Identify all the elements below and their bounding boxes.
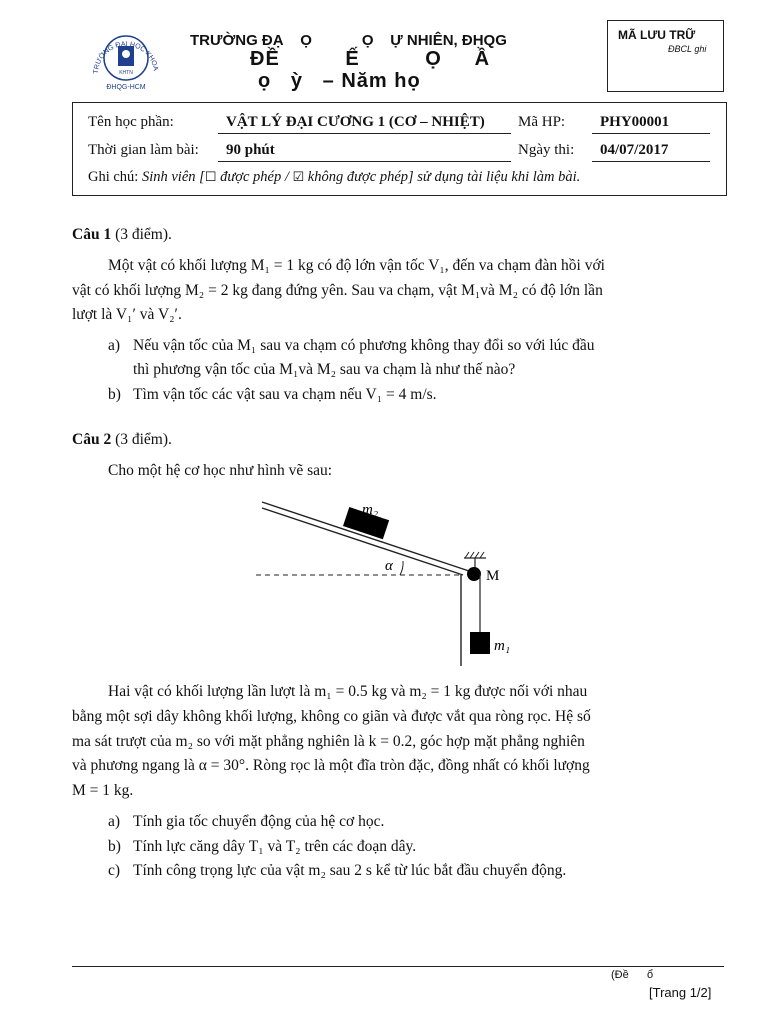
footer-divider — [72, 966, 724, 967]
course-code-value: PHY00001 — [600, 114, 670, 130]
archive-code-title: MÃ LƯU TRỮ — [618, 28, 696, 42]
q1-text-line2: vật có khối lượng M₂ = 2 kg đang đứng yên. Sau va chạm, vật M₁và M₂ có độ lớn lần — [72, 282, 603, 299]
pulley-M — [467, 567, 481, 581]
q2-c-text: Tính công trọng lực của vật m₂ sau 2 s kể từ lúc bắt đầu chuyển động. — [133, 862, 567, 879]
mechanics-figure — [250, 490, 530, 670]
q1-b-line1: Tìm vận tốc các vật sau va chạm nếu V₁ = 4 m/s. — [133, 386, 437, 403]
time-value: 90 phút — [226, 142, 275, 158]
note-label: Ghi chú: — [88, 169, 139, 185]
time-label: Thời gian làm bài: — [88, 142, 199, 158]
logo-center-text: KHTN — [119, 70, 133, 76]
q2-text-line3: ma sát trượt của m₂ so với mặt phẳng nghiên là k = 0.2, góc hợp mặt phẳng nghiên — [72, 733, 585, 750]
course-value: VẬT LÝ ĐẠI CƯƠNG 1 (CƠ – NHIỆT) — [226, 114, 485, 130]
logo-ring-text: TRƯỜNG ĐẠI HỌC KHOA — [92, 40, 159, 75]
q2-a-marker: a) — [108, 813, 121, 830]
alpha-angle-arc — [400, 561, 403, 575]
q1-a-line1: Nếu vận tốc của M₁ sau va chạm có phương không thay đổi so với lúc đầu — [133, 337, 595, 354]
checkbox-checked-icon: ☑ — [292, 170, 305, 185]
q2-text-line2: bằng một sợi dây không khối lượng, không co giãn và được vắt qua ròng rọc. Hệ số — [72, 708, 591, 725]
course-code-label: Mã HP: — [518, 114, 566, 130]
note-text-prefix: Sinh viên [ — [141, 169, 205, 185]
semester-year-line: ọ ỳ – Năm họ — [258, 70, 421, 92]
course-label: Tên học phần: — [88, 114, 174, 130]
time-underline — [218, 161, 511, 162]
exam-date-value: 04/07/2017 — [600, 142, 669, 158]
q1-a-line2: thì phương vận tốc của M₁và M₂ sau va chạm là như thế nào? — [133, 361, 516, 378]
note-text-suffix: ] sử dụng tài liệu khi làm bài. — [408, 169, 581, 185]
q1-heading: Câu 1 — [72, 226, 112, 243]
q1-heading-line — [72, 226, 172, 244]
archive-code-note: ĐBCL ghi — [668, 44, 707, 54]
university-logo — [78, 22, 174, 92]
block-m1 — [470, 632, 490, 654]
page-number: [Trang 1/2] — [649, 985, 712, 1000]
q1-a-marker: a) — [108, 337, 121, 354]
q1-text-line3: lượt là V₁′ và V₂′. — [72, 306, 182, 323]
q2-b-text: Tính lực căng dây T₁ và T₂ trên các đoạn dây. — [133, 838, 417, 855]
exam-title: ĐỀ Ế Ọ Ầ — [250, 48, 491, 70]
q1-text-line1: Một vật có khối lượng M₁ = 1 kg có độ lớn vận tốc V₁, đến va chạm đàn hồi với — [108, 257, 605, 274]
q2-text-line4: và phương ngang là α = 30°. Ròng rọc là một đĩa tròn đặc, đồng nhất có khối lượng — [72, 757, 590, 774]
pulley-support-hatch — [465, 552, 484, 558]
q2-intro: Cho một hệ cơ học như hình vẽ sau: — [108, 462, 333, 479]
label-M: M — [486, 568, 500, 584]
label-m1: m₁ — [494, 638, 511, 654]
school-name: TRƯỜNG ĐẠ Ọ Ọ Ự NHIÊN, ĐHQG — [190, 32, 507, 49]
course-underline — [218, 133, 511, 134]
q1-points: (3 điểm). — [115, 226, 172, 243]
checkbox-empty-icon: ☐ — [204, 170, 217, 185]
logo-bottom-text: ĐHQG-HCM — [106, 84, 146, 91]
q1-b-marker: b) — [108, 386, 121, 403]
materials-note — [88, 169, 580, 186]
note-not-allowed-text: không được phép — [304, 169, 409, 185]
exam-date-label: Ngày thi: — [518, 142, 575, 158]
exam-date-underline — [592, 161, 710, 162]
label-m2: m₂ — [362, 502, 379, 518]
q2-a-text: Tính gia tốc chuyển động của hệ cơ học. — [133, 813, 385, 830]
note-allowed-text: được phép / — [216, 169, 293, 185]
course-code-underline — [592, 133, 710, 134]
q2-c-marker: c) — [108, 862, 121, 879]
q2-heading: Câu 2 — [72, 431, 112, 448]
footer-note: (Đề ổ — [611, 969, 654, 981]
q2-points: (3 điểm). — [115, 431, 172, 448]
label-alpha: α — [385, 558, 393, 574]
q2-heading-line — [72, 431, 172, 449]
q2-text-line1: Hai vật có khối lượng lần lượt là m₁ = 0.5 kg và m₂ = 1 kg được nối với nhau — [108, 683, 588, 700]
q2-b-marker: b) — [108, 838, 121, 855]
q2-text-line5: M = 1 kg. — [72, 782, 134, 799]
